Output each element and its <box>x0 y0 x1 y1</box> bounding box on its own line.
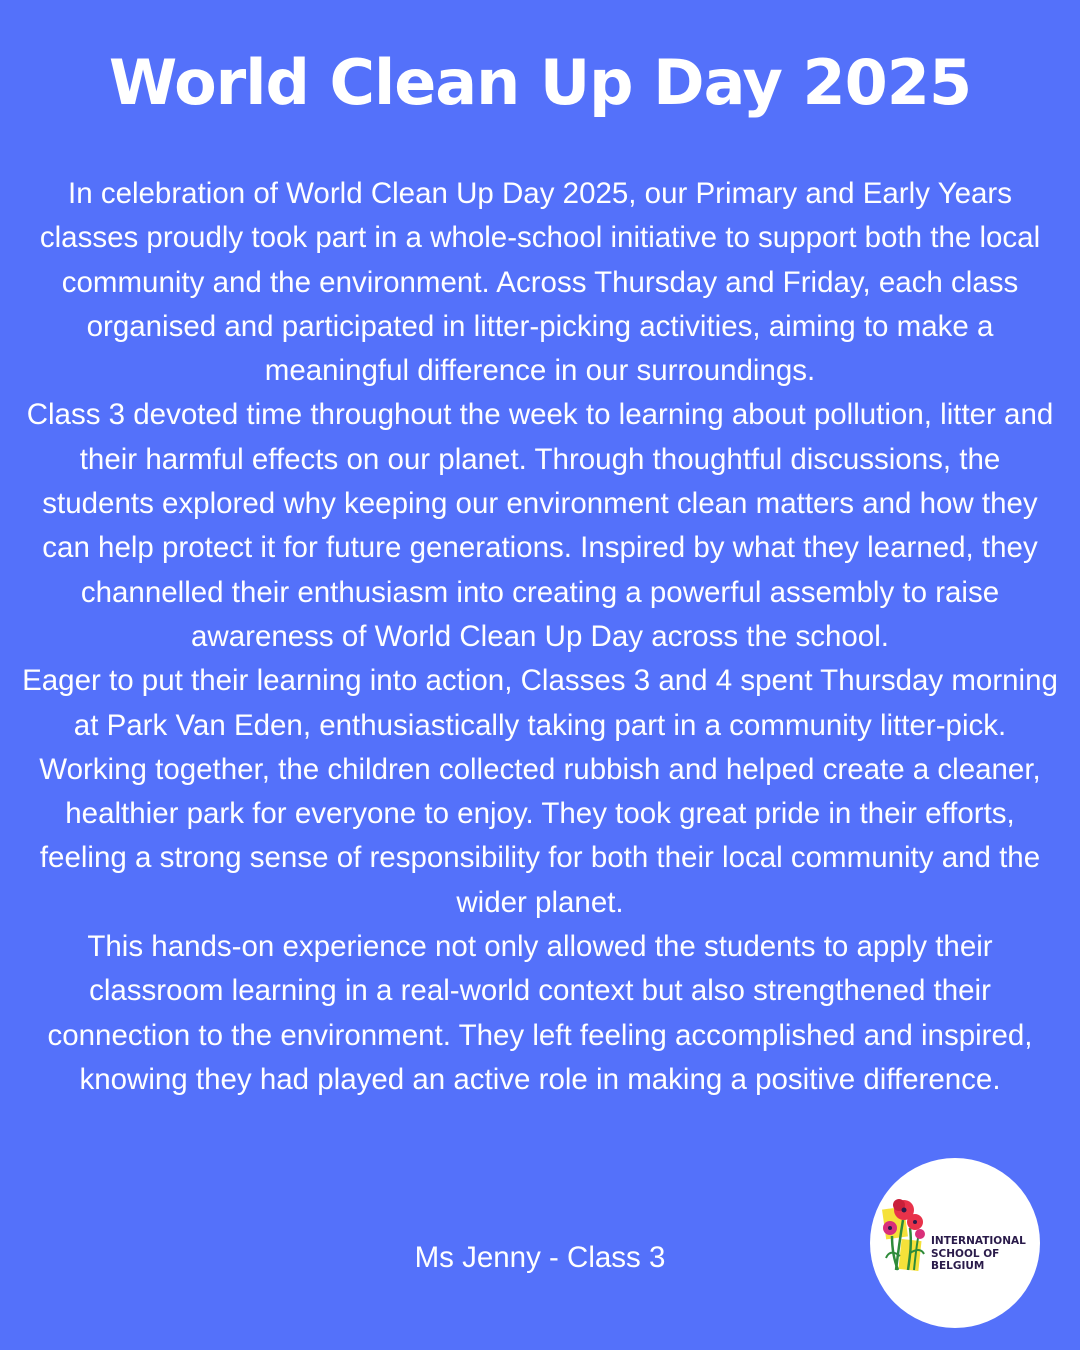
page-title: World Clean Up Day 2025 <box>108 46 972 119</box>
paragraph-intro: In celebration of World Clean Up Day 2025, our Primary and Early Years classes proudly took part in a whole-school initiative to support both the local community and the environment. Across Thursday and Friday, each class organised and participated in litter-picking activities, aiming to make a meaningful difference in our surroundings. <box>39 177 1041 388</box>
school-name <box>931 1235 1039 1273</box>
school-name-line-3: BELGIUM <box>931 1260 985 1272</box>
paragraph-conclusion: This hands-on experience not only allowed the students to apply their classroom learning in a real-world context but also strengthened their connection to the environment. They left feeling accomplished and inspired, knowing they had played an active role in making a positive difference. <box>47 930 1033 1096</box>
paragraph-class-3: Class 3 devoted time throughout the week to learning about pollution, litter and their harmful effects on our planet. Through thoughtful discussions, the students explored why keeping our environment clean matters and how they can help protect it for future generations. Inspired by what they learned, they channelled their enthusiasm into creating a powerful assembly to raise awareness of World Clean Up Day across the school. <box>26 398 1054 653</box>
school-name-line-1: INTERNATIONAL <box>931 1235 1026 1247</box>
signature: Ms Jenny - Class 3 <box>414 1241 666 1274</box>
article-body <box>22 172 1058 1102</box>
paragraph-park-litter-pick: Eager to put their learning into action, Classes 3 and 4 spent Thursday morning at Park Van Eden, enthusiastically taking part in a community litter-pick. Working together, the children collected rubbish and helped create a cleaner, healthier park for everyone to enjoy. They took great pride in their efforts, feeling a strong sense of responsibility for both their local community and the wider planet. <box>22 664 1058 919</box>
school-logo <box>870 1158 1040 1328</box>
school-name-line-2: SCHOOL OF <box>931 1247 1000 1260</box>
